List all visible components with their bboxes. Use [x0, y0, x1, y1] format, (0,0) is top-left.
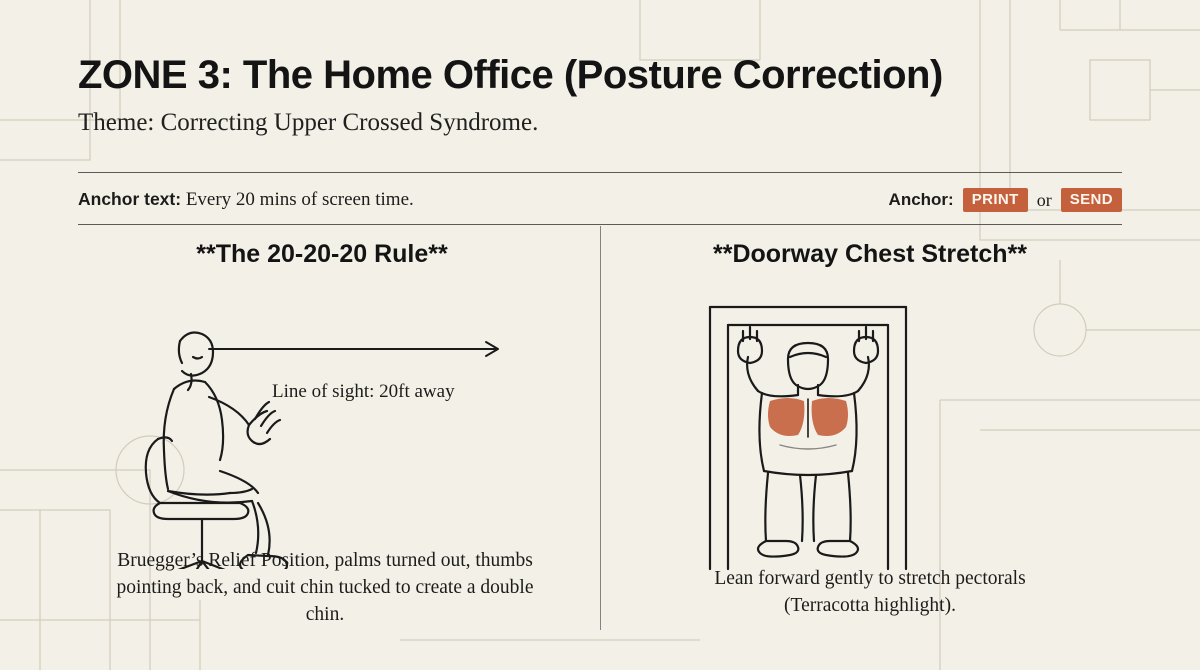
divider-vertical — [600, 226, 601, 630]
page-subtitle: Theme: Correcting Upper Crossed Syndrome. — [78, 109, 539, 136]
slide-header — [78, 52, 1122, 138]
divider-bottom — [78, 224, 1122, 225]
anchor-row — [78, 184, 1122, 216]
anchor-tag-send[interactable]: SEND — [1061, 188, 1122, 212]
divider-top — [78, 172, 1122, 173]
anchor-text-label: Anchor text: — [78, 189, 182, 209]
line-of-sight-annotation: Line of sight: 20ft away — [272, 381, 455, 402]
anchor-tags-block — [889, 188, 1122, 212]
panel-doorway-chest-stretch — [610, 226, 1130, 616]
anchor-text-value: Every 20 mins of screen time. — [185, 189, 414, 210]
anchor-tag-print[interactable]: PRINT — [963, 188, 1028, 212]
anchor-label: Anchor: — [888, 190, 954, 209]
anchor-text-block — [78, 189, 414, 211]
panel-20-20-20-rule — [62, 226, 582, 625]
panel-left-caption: Bruegger’s Relief Position, palms turned out, thumbs pointing back, and cuit chin tucked to create a double chin. — [116, 550, 534, 625]
panel-left-artwork — [62, 269, 582, 569]
panel-title-left: **The 20-20-20 Rule** — [196, 240, 448, 268]
panel-right-artwork — [610, 269, 1130, 569]
anchor-or-label: or — [1036, 189, 1052, 210]
panel-right-caption: Lean forward gently to stretch pectorals (Terracotta highlight). — [714, 568, 1026, 616]
panel-title-right: **Doorway Chest Stretch** — [713, 240, 1027, 268]
page-title: ZONE 3: The Home Office (Posture Correction) — [78, 53, 943, 97]
